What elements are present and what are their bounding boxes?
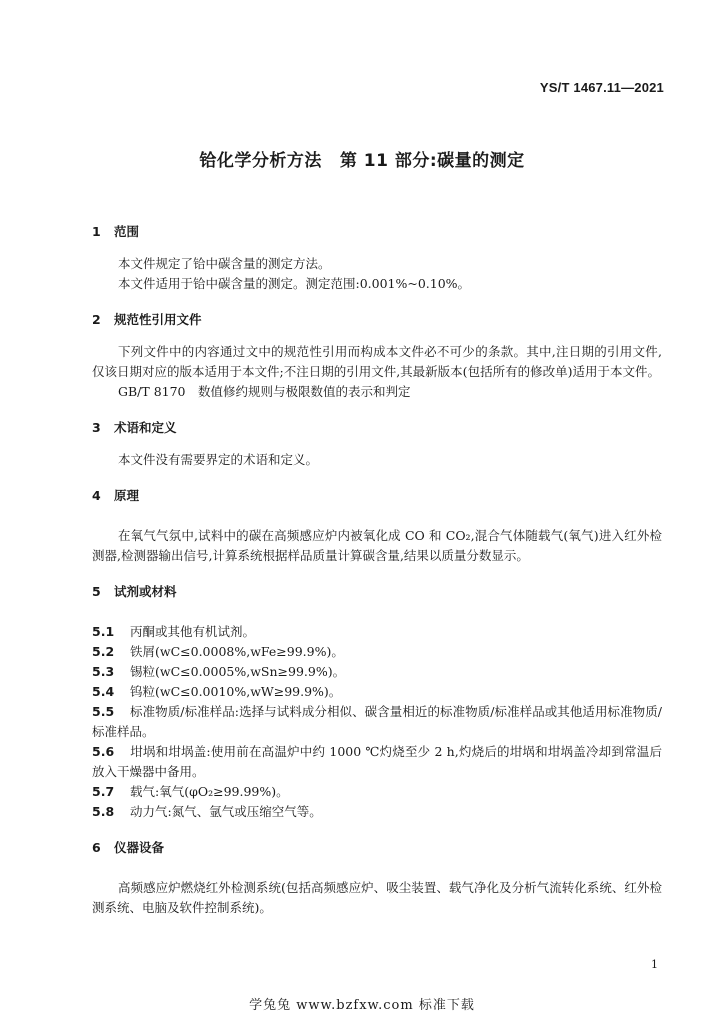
paragraph: 高频感应炉燃烧红外检测系统(包括高频感应炉、吸尘装置、载气净化及分析气流转化系统、红外检测系统、电脑及软件控制系统)。 (92, 880, 662, 915)
page-number: 1 (651, 958, 658, 971)
section-heading: 1 范围 (92, 224, 140, 239)
paragraph: 本文件适用于铪中碳含量的测定。测定范围:0.001%~0.10%。 (118, 276, 471, 291)
section-1 (92, 222, 662, 294)
list-item: 5.6 坩埚和坩埚盖:使用前在高温炉中约 1000 ℃灼烧至少 2 h,灼烧后的坩埚和坩埚盖冷却到常温后放入干燥器中备用。 (92, 744, 662, 779)
title-main: 铪化学分析方法 (199, 151, 322, 171)
list-item: 5.8 动力气:氮气、氩气或压缩空气等。 (92, 804, 322, 819)
paragraph: 本文件规定了铪中碳含量的测定方法。 (118, 256, 331, 271)
paragraph: 下列文件中的内容通过文中的规范性引用而构成本文件必不可少的条款。其中,注日期的引用文件,仅该日期对应的版本适用于本文件;不注日期的引用文件,其最新版本(包括所有的修改单)适用于本文件。 (92, 344, 662, 379)
section-heading: 4 原理 (92, 488, 140, 503)
section-6 (92, 838, 662, 918)
document-title (0, 146, 724, 171)
list-item: 5.2 铁屑(wC≤0.0008%,wFe≥99.9%)。 (92, 644, 344, 659)
footer-watermark: 学兔兔 www.bzfxw.com 标准下载 (249, 998, 475, 1013)
section-3 (92, 418, 662, 470)
section-heading: 2 规范性引用文件 (92, 312, 202, 327)
section-2 (92, 310, 662, 402)
section-heading: 5 试剂或材料 (92, 584, 177, 599)
normative-reference: GB/T 8170 数值修约规则与极限数值的表示和判定 (118, 384, 411, 399)
title-part: 第 11 部分:碳量的测定 (339, 151, 525, 171)
section-5 (92, 582, 662, 822)
section-4 (92, 486, 662, 566)
standard-code: YS/T 1467.11—2021 (539, 80, 664, 95)
list-item: 5.4 钨粒(wC≤0.0010%,wW≥99.9%)。 (92, 684, 342, 699)
list-item: 5.5 标准物质/标准样品:选择与试料成分相似、碳含量相近的标准物质/标准样品或其他适用标准物质/标准样品。 (92, 704, 662, 739)
document-body (92, 222, 662, 918)
list-item: 5.3 锡粒(wC≤0.0005%,wSn≥99.9%)。 (92, 664, 346, 679)
section-heading: 6 仪器设备 (92, 840, 165, 855)
paragraph: 在氧气气氛中,试料中的碳在高频感应炉内被氧化成 CO 和 CO₂,混合气体随载气(氧气)进入红外检测器,检测器输出信号,计算系统根据样品质量计算碳含量,结果以质量分数显示。 (92, 528, 662, 563)
list-item: 5.7 载气:氧气(φO₂≥99.99%)。 (92, 784, 289, 799)
paragraph: 本文件没有需要界定的术语和定义。 (118, 452, 319, 467)
section-heading: 3 术语和定义 (92, 420, 177, 435)
list-item: 5.1 丙酮或其他有机试剂。 (92, 624, 256, 639)
